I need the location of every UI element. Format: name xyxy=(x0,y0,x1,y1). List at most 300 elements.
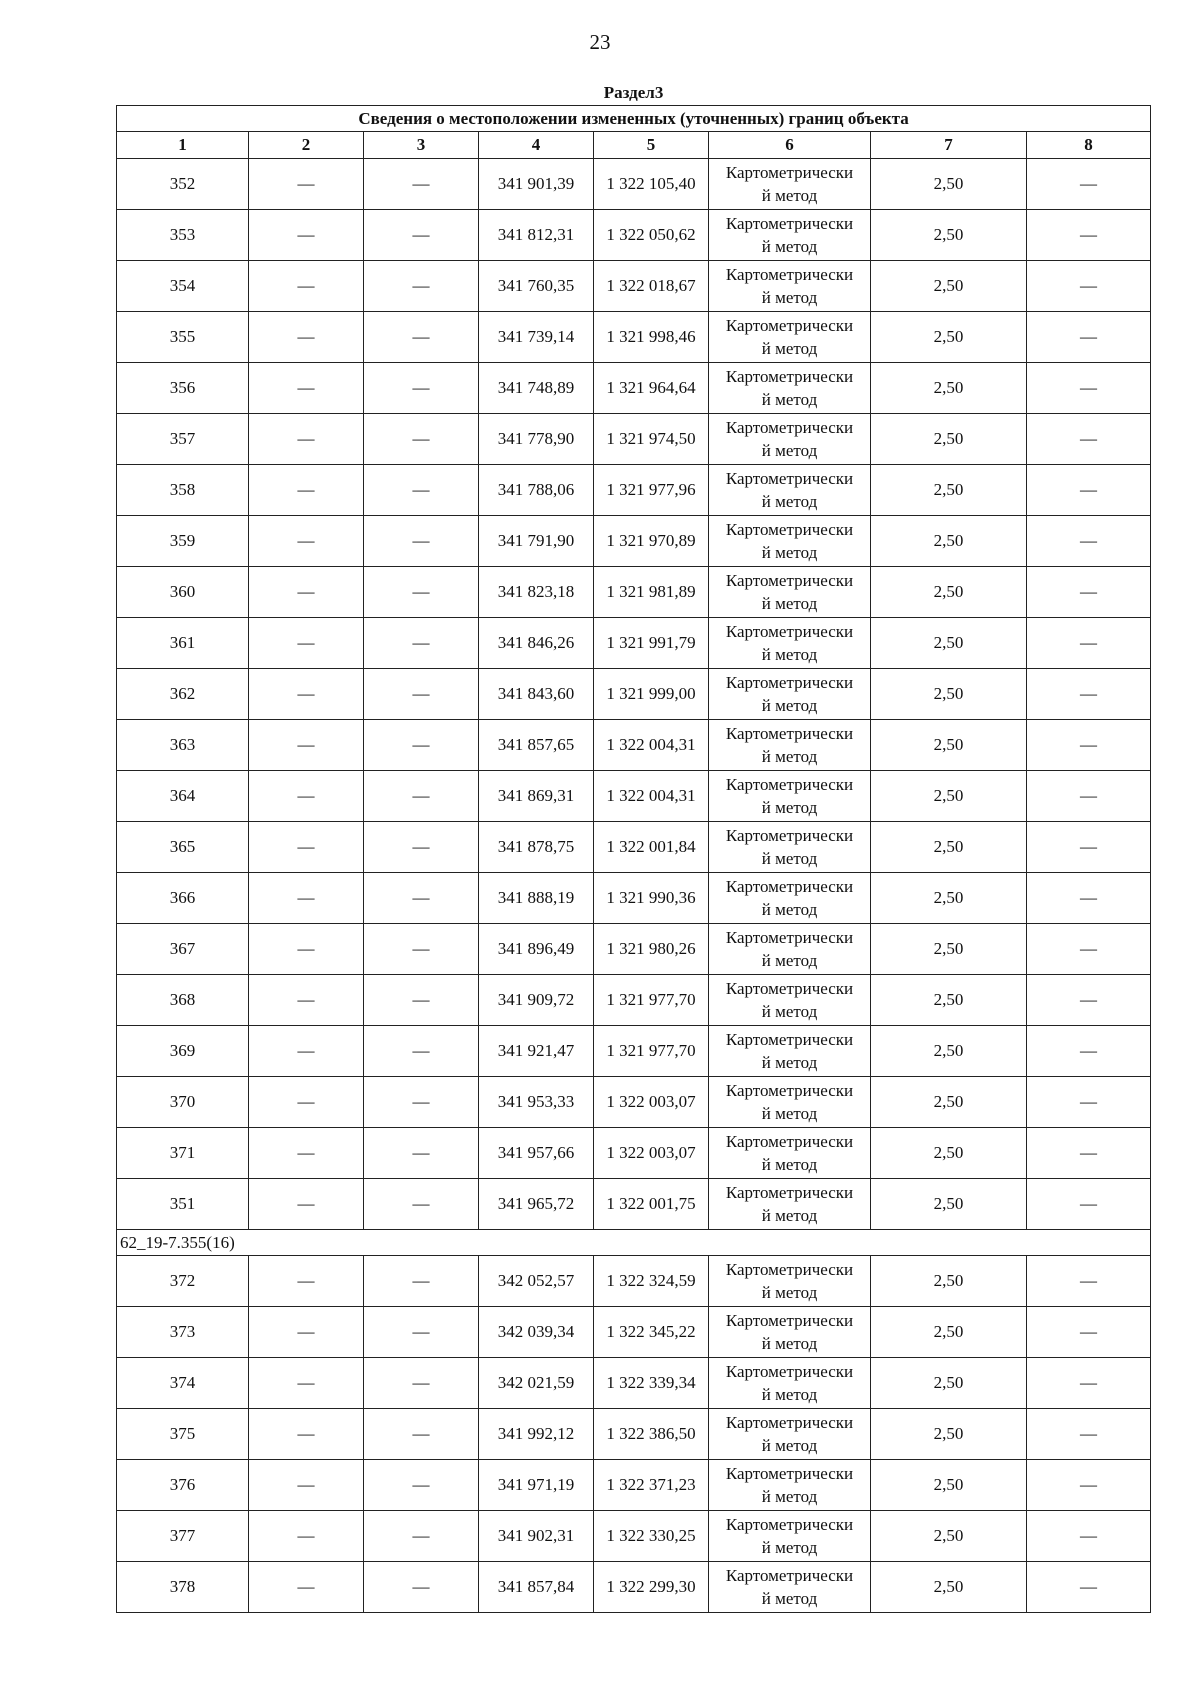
accuracy-cell: 2,50 xyxy=(871,1179,1027,1230)
y-coordinate-cell: 1 321 970,89 xyxy=(594,516,709,567)
col8-cell: — xyxy=(1027,159,1151,210)
method-line-1: Картометрически xyxy=(725,673,854,692)
point-number-cell: 358 xyxy=(117,465,249,516)
col8-cell: — xyxy=(1027,312,1151,363)
col3-cell: — xyxy=(364,1307,479,1358)
col3-cell: — xyxy=(364,873,479,924)
col2-cell: — xyxy=(249,363,364,414)
method-line-1: Картометрически xyxy=(725,418,854,437)
col2-cell: — xyxy=(249,567,364,618)
x-coordinate-cell: 341 953,33 xyxy=(479,1077,594,1128)
column-number-3: 3 xyxy=(364,132,479,159)
x-coordinate-cell: 341 992,12 xyxy=(479,1409,594,1460)
y-coordinate-cell: 1 321 991,79 xyxy=(594,618,709,669)
x-coordinate-cell: 341 857,84 xyxy=(479,1562,594,1613)
col2-cell: — xyxy=(249,1179,364,1230)
y-coordinate-cell: 1 322 004,31 xyxy=(594,720,709,771)
method-cell xyxy=(709,159,871,210)
method-line-1: Картометрически xyxy=(725,1132,854,1151)
method-line-2: й метод xyxy=(761,492,818,511)
method-line-1: Картометрически xyxy=(725,1464,854,1483)
col2-cell: — xyxy=(249,669,364,720)
col3-cell: — xyxy=(364,822,479,873)
table-row xyxy=(117,210,1151,261)
x-coordinate-cell: 341 812,31 xyxy=(479,210,594,261)
method-cell xyxy=(709,822,871,873)
accuracy-cell: 2,50 xyxy=(871,1077,1027,1128)
col2-cell: — xyxy=(249,1026,364,1077)
col2-cell: — xyxy=(249,1358,364,1409)
method-line-2: й метод xyxy=(761,1589,818,1608)
col8-cell: — xyxy=(1027,567,1151,618)
x-coordinate-cell: 341 846,26 xyxy=(479,618,594,669)
col2-cell: — xyxy=(249,1460,364,1511)
point-number-cell: 373 xyxy=(117,1307,249,1358)
x-coordinate-cell: 341 921,47 xyxy=(479,1026,594,1077)
method-line-1: Картометрически xyxy=(725,1362,854,1381)
y-coordinate-cell: 1 322 371,23 xyxy=(594,1460,709,1511)
method-line-1: Картометрически xyxy=(725,979,854,998)
method-line-1: Картометрически xyxy=(725,928,854,947)
accuracy-cell: 2,50 xyxy=(871,159,1027,210)
method-cell xyxy=(709,1026,871,1077)
table-row xyxy=(117,159,1151,210)
method-cell xyxy=(709,618,871,669)
col3-cell: — xyxy=(364,465,479,516)
column-number-5: 5 xyxy=(594,132,709,159)
method-cell xyxy=(709,516,871,567)
table-row xyxy=(117,312,1151,363)
method-line-1: Картометрически xyxy=(725,775,854,794)
x-coordinate-cell: 341 739,14 xyxy=(479,312,594,363)
point-number-cell: 351 xyxy=(117,1179,249,1230)
method-cell xyxy=(709,1128,871,1179)
method-cell xyxy=(709,1179,871,1230)
accuracy-cell: 2,50 xyxy=(871,822,1027,873)
x-coordinate-cell: 341 823,18 xyxy=(479,567,594,618)
method-line-1: Картометрически xyxy=(725,1413,854,1432)
y-coordinate-cell: 1 322 003,07 xyxy=(594,1077,709,1128)
method-line-1: Картометрически xyxy=(725,1311,854,1330)
table-row xyxy=(117,720,1151,771)
table-row xyxy=(117,1307,1151,1358)
method-line-1: Картометрически xyxy=(725,877,854,896)
method-cell xyxy=(709,414,871,465)
accuracy-cell: 2,50 xyxy=(871,618,1027,669)
method-cell xyxy=(709,1511,871,1562)
col8-cell: — xyxy=(1027,1460,1151,1511)
col8-cell: — xyxy=(1027,975,1151,1026)
point-number-cell: 353 xyxy=(117,210,249,261)
method-line-2: й метод xyxy=(761,186,818,205)
method-line-2: й метод xyxy=(761,1334,818,1353)
method-line-2: й метод xyxy=(761,900,818,919)
x-coordinate-cell: 341 902,31 xyxy=(479,1511,594,1562)
point-number-cell: 352 xyxy=(117,159,249,210)
method-cell xyxy=(709,261,871,312)
table-row xyxy=(117,363,1151,414)
accuracy-cell: 2,50 xyxy=(871,873,1027,924)
x-coordinate-cell: 341 957,66 xyxy=(479,1128,594,1179)
col2-cell: — xyxy=(249,414,364,465)
method-line-2: й метод xyxy=(761,645,818,664)
accuracy-cell: 2,50 xyxy=(871,720,1027,771)
y-coordinate-cell: 1 321 977,70 xyxy=(594,975,709,1026)
table-row xyxy=(117,1026,1151,1077)
method-line-2: й метод xyxy=(761,849,818,868)
accuracy-cell: 2,50 xyxy=(871,261,1027,312)
col3-cell: — xyxy=(364,1511,479,1562)
point-number-cell: 356 xyxy=(117,363,249,414)
point-number-cell: 359 xyxy=(117,516,249,567)
table-row xyxy=(117,261,1151,312)
method-line-2: й метод xyxy=(761,1104,818,1123)
table-row xyxy=(117,1077,1151,1128)
method-line-2: й метод xyxy=(761,594,818,613)
y-coordinate-cell: 1 322 330,25 xyxy=(594,1511,709,1562)
method-cell xyxy=(709,1307,871,1358)
method-line-1: Картометрически xyxy=(725,469,854,488)
accuracy-cell: 2,50 xyxy=(871,516,1027,567)
y-coordinate-cell: 1 322 339,34 xyxy=(594,1358,709,1409)
col2-cell: — xyxy=(249,873,364,924)
table-row xyxy=(117,924,1151,975)
column-number-row xyxy=(117,132,1151,159)
accuracy-cell: 2,50 xyxy=(871,1307,1027,1358)
col2-cell: — xyxy=(249,159,364,210)
y-coordinate-cell: 1 321 981,89 xyxy=(594,567,709,618)
col2-cell: — xyxy=(249,771,364,822)
col3-cell: — xyxy=(364,618,479,669)
table-title: Сведения о местоположении измененных (уточненных) границ объекта xyxy=(117,106,1151,132)
y-coordinate-cell: 1 322 324,59 xyxy=(594,1256,709,1307)
method-cell xyxy=(709,669,871,720)
table-row xyxy=(117,465,1151,516)
method-line-2: й метод xyxy=(761,798,818,817)
method-line-1: Картометрически xyxy=(725,1260,854,1279)
accuracy-cell: 2,50 xyxy=(871,1026,1027,1077)
point-number-cell: 378 xyxy=(117,1562,249,1613)
method-line-1: Картометрически xyxy=(725,265,854,284)
x-coordinate-cell: 341 878,75 xyxy=(479,822,594,873)
table-row xyxy=(117,1179,1151,1230)
point-number-cell: 371 xyxy=(117,1128,249,1179)
x-coordinate-cell: 341 748,89 xyxy=(479,363,594,414)
x-coordinate-cell: 342 052,57 xyxy=(479,1256,594,1307)
x-coordinate-cell: 341 760,35 xyxy=(479,261,594,312)
col2-cell: — xyxy=(249,1128,364,1179)
point-number-cell: 363 xyxy=(117,720,249,771)
point-number-cell: 362 xyxy=(117,669,249,720)
section-title: Раздел3 xyxy=(117,80,1151,106)
col3-cell: — xyxy=(364,1179,479,1230)
col2-cell: — xyxy=(249,210,364,261)
col8-cell: — xyxy=(1027,516,1151,567)
col8-cell: — xyxy=(1027,1077,1151,1128)
method-line-1: Картометрически xyxy=(725,367,854,386)
method-line-2: й метод xyxy=(761,288,818,307)
accuracy-cell: 2,50 xyxy=(871,414,1027,465)
method-cell xyxy=(709,1409,871,1460)
table-row xyxy=(117,618,1151,669)
method-cell xyxy=(709,873,871,924)
point-number-cell: 354 xyxy=(117,261,249,312)
y-coordinate-cell: 1 321 999,00 xyxy=(594,669,709,720)
method-line-1: Картометрически xyxy=(725,163,854,182)
point-number-cell: 370 xyxy=(117,1077,249,1128)
point-number-cell: 368 xyxy=(117,975,249,1026)
col3-cell: — xyxy=(364,1128,479,1179)
x-coordinate-cell: 341 901,39 xyxy=(479,159,594,210)
accuracy-cell: 2,50 xyxy=(871,312,1027,363)
point-number-cell: 369 xyxy=(117,1026,249,1077)
x-coordinate-cell: 341 965,72 xyxy=(479,1179,594,1230)
accuracy-cell: 2,50 xyxy=(871,1358,1027,1409)
y-coordinate-cell: 1 321 998,46 xyxy=(594,312,709,363)
method-line-1: Картометрически xyxy=(725,826,854,845)
method-line-2: й метод xyxy=(761,951,818,970)
accuracy-cell: 2,50 xyxy=(871,1460,1027,1511)
col3-cell: — xyxy=(364,771,479,822)
group-label: 62_19-7.355(16) xyxy=(117,1230,1151,1256)
col3-cell: — xyxy=(364,1460,479,1511)
accuracy-cell: 2,50 xyxy=(871,1256,1027,1307)
x-coordinate-cell: 341 843,60 xyxy=(479,669,594,720)
col8-cell: — xyxy=(1027,414,1151,465)
x-coordinate-cell: 342 039,34 xyxy=(479,1307,594,1358)
method-cell xyxy=(709,363,871,414)
method-line-2: й метод xyxy=(761,237,818,256)
x-coordinate-cell: 342 021,59 xyxy=(479,1358,594,1409)
col2-cell: — xyxy=(249,1562,364,1613)
point-number-cell: 377 xyxy=(117,1511,249,1562)
method-line-2: й метод xyxy=(761,339,818,358)
col3-cell: — xyxy=(364,1409,479,1460)
y-coordinate-cell: 1 321 990,36 xyxy=(594,873,709,924)
column-number-2: 2 xyxy=(249,132,364,159)
table-row xyxy=(117,1409,1151,1460)
method-line-2: й метод xyxy=(761,1053,818,1072)
col3-cell: — xyxy=(364,1077,479,1128)
x-coordinate-cell: 341 778,90 xyxy=(479,414,594,465)
method-cell xyxy=(709,1256,871,1307)
col8-cell: — xyxy=(1027,771,1151,822)
col3-cell: — xyxy=(364,261,479,312)
group-row xyxy=(117,1230,1151,1256)
point-number-cell: 364 xyxy=(117,771,249,822)
method-line-2: й метод xyxy=(761,1385,818,1404)
y-coordinate-cell: 1 322 001,75 xyxy=(594,1179,709,1230)
accuracy-cell: 2,50 xyxy=(871,567,1027,618)
method-cell xyxy=(709,1460,871,1511)
y-coordinate-cell: 1 322 299,30 xyxy=(594,1562,709,1613)
col3-cell: — xyxy=(364,669,479,720)
method-cell xyxy=(709,720,871,771)
x-coordinate-cell: 341 896,49 xyxy=(479,924,594,975)
col2-cell: — xyxy=(249,975,364,1026)
y-coordinate-cell: 1 322 018,67 xyxy=(594,261,709,312)
col3-cell: — xyxy=(364,1358,479,1409)
y-coordinate-cell: 1 322 004,31 xyxy=(594,771,709,822)
col8-cell: — xyxy=(1027,720,1151,771)
col2-cell: — xyxy=(249,1307,364,1358)
table-row xyxy=(117,1562,1151,1613)
point-number-cell: 367 xyxy=(117,924,249,975)
point-number-cell: 374 xyxy=(117,1358,249,1409)
method-cell xyxy=(709,975,871,1026)
col8-cell: — xyxy=(1027,1511,1151,1562)
point-number-cell: 361 xyxy=(117,618,249,669)
col3-cell: — xyxy=(364,567,479,618)
page-number: 23 xyxy=(589,30,611,54)
method-line-1: Картометрически xyxy=(725,214,854,233)
method-line-2: й метод xyxy=(761,1538,818,1557)
method-line-1: Картометрически xyxy=(725,571,854,590)
col8-cell: — xyxy=(1027,1179,1151,1230)
accuracy-cell: 2,50 xyxy=(871,210,1027,261)
col2-cell: — xyxy=(249,465,364,516)
col2-cell: — xyxy=(249,261,364,312)
method-line-1: Картометрически xyxy=(725,724,854,743)
col2-cell: — xyxy=(249,516,364,567)
method-cell xyxy=(709,465,871,516)
point-number-cell: 360 xyxy=(117,567,249,618)
x-coordinate-cell: 341 909,72 xyxy=(479,975,594,1026)
table-row xyxy=(117,516,1151,567)
col8-cell: — xyxy=(1027,363,1151,414)
y-coordinate-cell: 1 321 974,50 xyxy=(594,414,709,465)
method-line-1: Картометрически xyxy=(725,1081,854,1100)
method-line-1: Картометрически xyxy=(725,622,854,641)
accuracy-cell: 2,50 xyxy=(871,924,1027,975)
y-coordinate-cell: 1 322 345,22 xyxy=(594,1307,709,1358)
accuracy-cell: 2,50 xyxy=(871,1562,1027,1613)
col8-cell: — xyxy=(1027,1026,1151,1077)
col2-cell: — xyxy=(249,618,364,669)
method-line-2: й метод xyxy=(761,441,818,460)
method-cell xyxy=(709,567,871,618)
y-coordinate-cell: 1 321 977,96 xyxy=(594,465,709,516)
method-line-1: Картометрически xyxy=(725,520,854,539)
table-row xyxy=(117,1460,1151,1511)
col8-cell: — xyxy=(1027,1128,1151,1179)
point-number-cell: 355 xyxy=(117,312,249,363)
col3-cell: — xyxy=(364,1562,479,1613)
col8-cell: — xyxy=(1027,669,1151,720)
col2-cell: — xyxy=(249,1256,364,1307)
col8-cell: — xyxy=(1027,1562,1151,1613)
accuracy-cell: 2,50 xyxy=(871,1128,1027,1179)
method-line-2: й метод xyxy=(761,747,818,766)
y-coordinate-cell: 1 322 003,07 xyxy=(594,1128,709,1179)
method-line-1: Картометрически xyxy=(725,1183,854,1202)
x-coordinate-cell: 341 888,19 xyxy=(479,873,594,924)
method-line-2: й метод xyxy=(761,543,818,562)
point-number-cell: 357 xyxy=(117,414,249,465)
method-line-2: й метод xyxy=(761,1206,818,1225)
method-line-2: й метод xyxy=(761,1155,818,1174)
col8-cell: — xyxy=(1027,210,1151,261)
x-coordinate-cell: 341 971,19 xyxy=(479,1460,594,1511)
method-line-1: Картометрически xyxy=(725,1030,854,1049)
col3-cell: — xyxy=(364,924,479,975)
point-number-cell: 372 xyxy=(117,1256,249,1307)
table-row xyxy=(117,873,1151,924)
col8-cell: — xyxy=(1027,873,1151,924)
col2-cell: — xyxy=(249,924,364,975)
col8-cell: — xyxy=(1027,924,1151,975)
table-row xyxy=(117,1511,1151,1562)
y-coordinate-cell: 1 322 001,84 xyxy=(594,822,709,873)
col2-cell: — xyxy=(249,720,364,771)
col2-cell: — xyxy=(249,1077,364,1128)
accuracy-cell: 2,50 xyxy=(871,465,1027,516)
table-row xyxy=(117,822,1151,873)
section-title-row xyxy=(117,80,1151,106)
method-cell xyxy=(709,1562,871,1613)
method-line-2: й метод xyxy=(761,1002,818,1021)
accuracy-cell: 2,50 xyxy=(871,975,1027,1026)
col8-cell: — xyxy=(1027,1358,1151,1409)
col3-cell: — xyxy=(364,312,479,363)
table-row xyxy=(117,1128,1151,1179)
method-cell xyxy=(709,924,871,975)
col2-cell: — xyxy=(249,1511,364,1562)
col8-cell: — xyxy=(1027,261,1151,312)
table-row xyxy=(117,1256,1151,1307)
accuracy-cell: 2,50 xyxy=(871,363,1027,414)
method-line-2: й метод xyxy=(761,696,818,715)
table-row xyxy=(117,975,1151,1026)
col8-cell: — xyxy=(1027,822,1151,873)
y-coordinate-cell: 1 322 386,50 xyxy=(594,1409,709,1460)
method-line-2: й метод xyxy=(761,390,818,409)
table-body xyxy=(117,159,1151,1613)
method-line-1: Картометрически xyxy=(725,1566,854,1585)
col8-cell: — xyxy=(1027,618,1151,669)
col3-cell: — xyxy=(364,1026,479,1077)
accuracy-cell: 2,50 xyxy=(871,1511,1027,1562)
y-coordinate-cell: 1 322 050,62 xyxy=(594,210,709,261)
method-line-1: Картометрически xyxy=(725,1515,854,1534)
y-coordinate-cell: 1 321 964,64 xyxy=(594,363,709,414)
y-coordinate-cell: 1 322 105,40 xyxy=(594,159,709,210)
y-coordinate-cell: 1 321 980,26 xyxy=(594,924,709,975)
table-row xyxy=(117,669,1151,720)
point-number-cell: 375 xyxy=(117,1409,249,1460)
method-line-1: Картометрически xyxy=(725,316,854,335)
col2-cell: — xyxy=(249,822,364,873)
column-number-8: 8 xyxy=(1027,132,1151,159)
col3-cell: — xyxy=(364,210,479,261)
method-cell xyxy=(709,1077,871,1128)
point-number-cell: 365 xyxy=(117,822,249,873)
column-number-6: 6 xyxy=(709,132,871,159)
col3-cell: — xyxy=(364,414,479,465)
accuracy-cell: 2,50 xyxy=(871,669,1027,720)
col3-cell: — xyxy=(364,159,479,210)
table-row xyxy=(117,1358,1151,1409)
table-title-row xyxy=(117,106,1151,132)
method-cell xyxy=(709,210,871,261)
col3-cell: — xyxy=(364,975,479,1026)
col2-cell: — xyxy=(249,1409,364,1460)
method-line-2: й метод xyxy=(761,1283,818,1302)
point-number-cell: 376 xyxy=(117,1460,249,1511)
col8-cell: — xyxy=(1027,1256,1151,1307)
x-coordinate-cell: 341 791,90 xyxy=(479,516,594,567)
col3-cell: — xyxy=(364,720,479,771)
